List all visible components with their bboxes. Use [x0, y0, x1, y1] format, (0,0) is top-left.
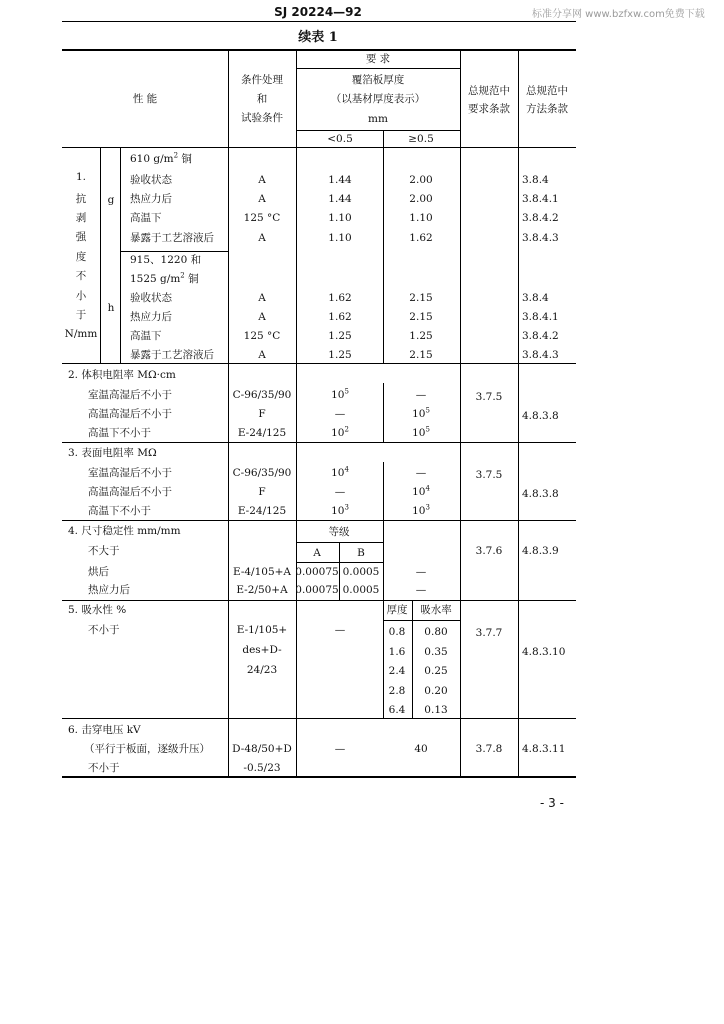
section-title: 2. 体积电阻率 MΩ·cm: [68, 369, 176, 381]
page-number: - 3 -: [540, 796, 564, 810]
peel-unit: N/mm: [64, 328, 98, 340]
section-title: 3. 表面电阻率 MΩ: [68, 447, 157, 459]
section-title: 5. 吸水性 %: [68, 604, 127, 616]
peel-g-title: 610 $g/m^2$ 铜: [130, 151, 192, 165]
header-rule: [62, 21, 576, 22]
peel-h-title: 1525 $g/m^2$ 铜: [130, 271, 199, 285]
section-title: 6. 击穿电压 kV: [68, 724, 141, 736]
standard-number: SJ 20224—92: [274, 5, 362, 19]
perf-header: 性 能: [132, 93, 158, 105]
watermark-text: 标准分享网 www.bzfxw.com免费下载: [532, 9, 705, 20]
table-caption: 续表 1: [298, 30, 338, 45]
req-header: 要 求: [365, 53, 391, 65]
section-title: 4. 尺寸稳定性 mm/mm: [68, 525, 181, 537]
